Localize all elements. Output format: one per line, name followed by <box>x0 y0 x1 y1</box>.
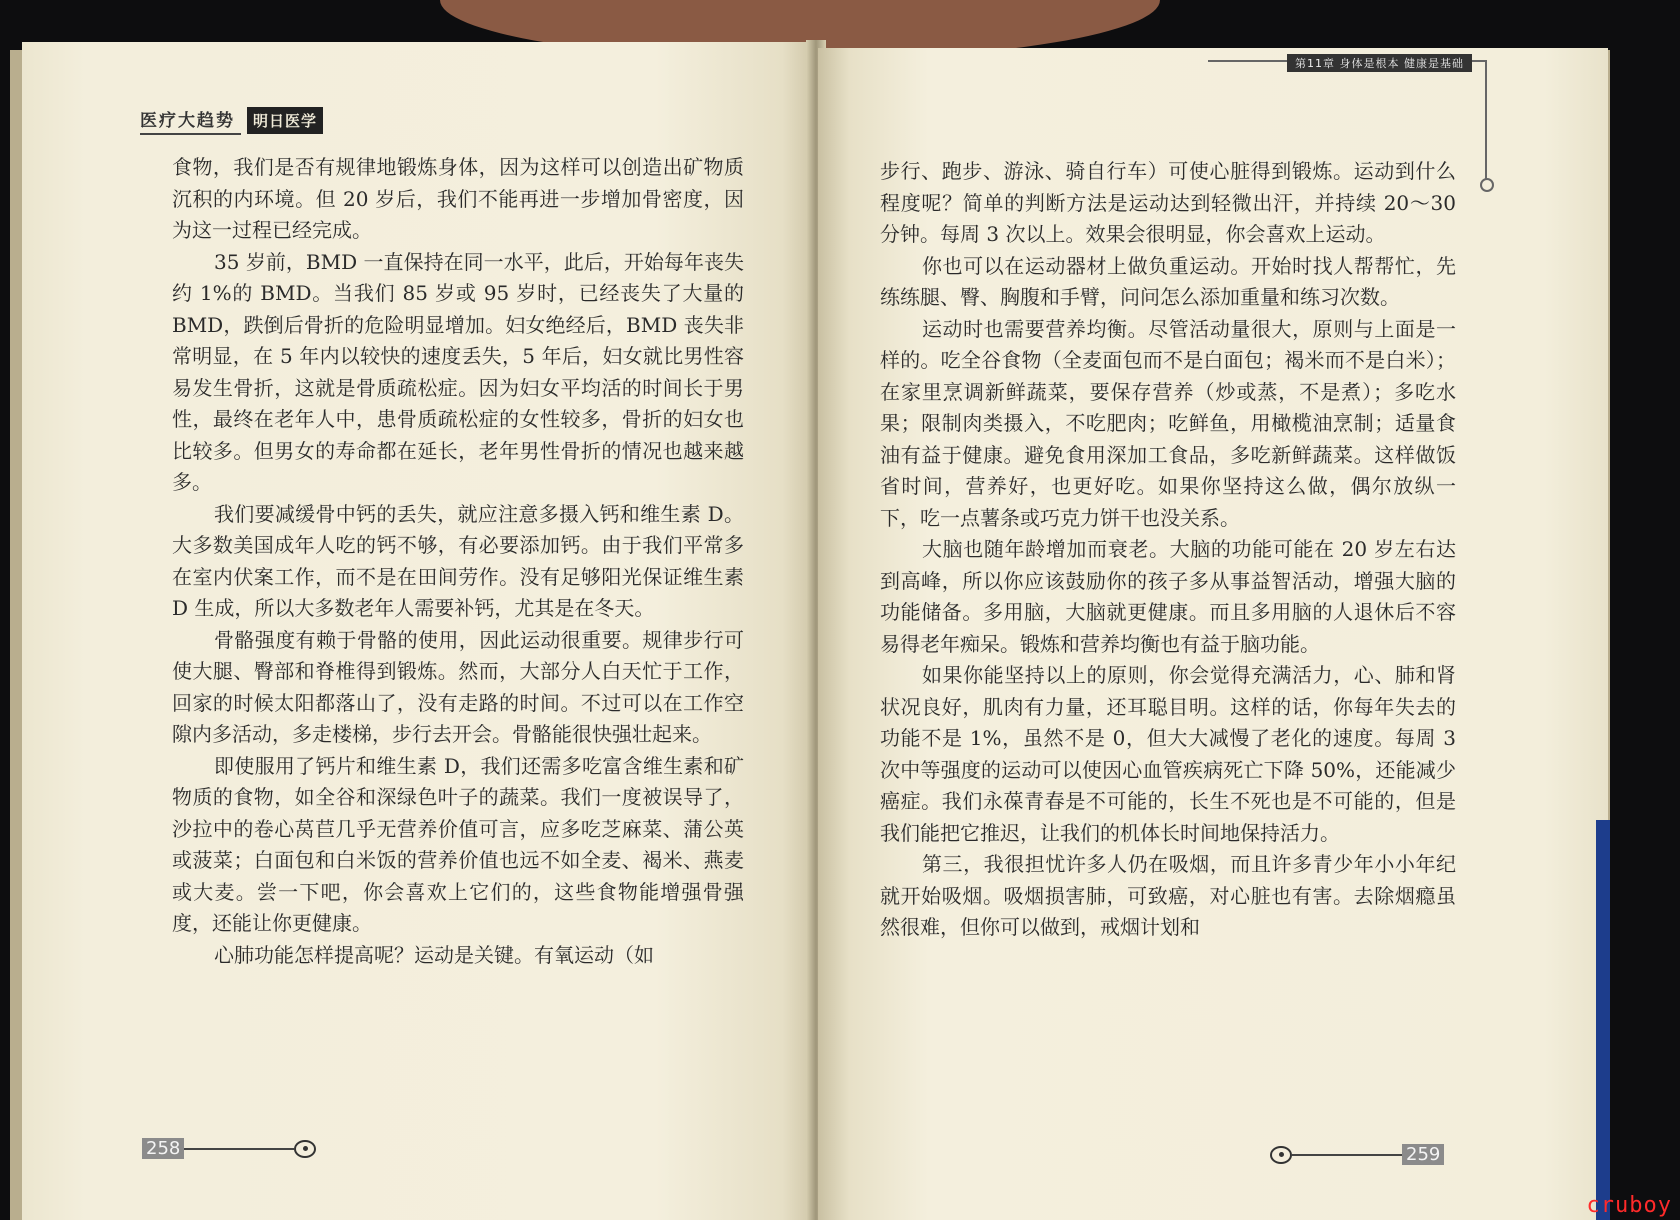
series-badge: 明日医学 <box>247 107 323 134</box>
book-title: 医疗大趋势 <box>140 106 241 135</box>
paragraph: 骨骼强度有赖于骨骼的使用，因此运动很重要。规律步行可使大腿、臀部和脊椎得到锻炼。然而，大部分人白天忙于工作，回家的时候太阳都落山了，没有走路的时间。不过可以在工作空隙内多活动，多走楼梯，步行去开会。骨骼能很快强壮起来。 <box>172 627 744 746</box>
watermark: cruboy <box>1586 1193 1672 1218</box>
paragraph: 第三，我很担忧许多人仍在吸烟，而且许多青少年小小年纪就开始吸烟。吸烟损害肺，可致癌，对心脏也有害。去除烟瘾虽然很难，但你可以做到，戒烟计划和 <box>880 852 1456 939</box>
page-number: 258 <box>142 1138 184 1159</box>
footer-rule <box>184 1148 294 1150</box>
paragraph: 我们要减缓骨中钙的丢失，就应注意多摄入钙和维生素 D。大多数美国成年人吃的钙不够，有必要添加钙。由于我们平常多在室内伏案工作，而不是在田间劳作。没有足够阳光保证维生素 D 生成，所以大多数老年人需要补钙，尤其是在冬天。 <box>172 501 744 620</box>
paragraph: 即使服用了钙片和维生素 D，我们还需多吃富含维生素和矿物质的食物，如全谷和深绿色叶子的蔬菜。我们一度被误导了，沙拉中的卷心莴苣几乎无营养价值可言，应多吃芝麻菜、蒲公英或菠菜；白面包和白米饭的营养价值也远不如全麦、褐米、燕麦或大麦。尝一下吧，你会喜欢上它们的，这些食物能增强骨强度，还能让你更健康。 <box>172 753 744 935</box>
right-page-footer <box>1270 1144 1444 1165</box>
footer-ornament-icon <box>294 1140 316 1158</box>
footer-rule <box>1292 1154 1402 1156</box>
header-side-rule <box>1485 60 1487 180</box>
paragraph: 如果你能坚持以上的原则，你会觉得充满活力，心、肺和肾状况良好，肌肉有力量，还耳聪目明。这样的话，你每年失去的功能不是 1%，虽然不是 0，但大大减慢了老化的速度。每周 3 次中等强度的运动可以使因心血管疾病死亡下降 50%，还能减少癌症。我们永葆青春是不可能的，长生不死也是不可能的，但是我们能把它推迟，让我们的机体长时间地保持活力。 <box>880 663 1456 845</box>
paragraph: 步行、跑步、游泳、骑自行车）可使心脏得到锻炼。运动到什么程度呢？简单的判断方法是运动达到轻微出汗，并持续 20～30 分钟。每周 3 次以上。效果会很明显，你会喜欢上运动。 <box>880 159 1456 246</box>
paragraph: 运动时也需要营养均衡。尽管活动量很大，原则与上面是一样的。吃全谷食物（全麦面包而不是白面包；褐米而不是白米）；在家里烹调新鲜蔬菜，要保存营养（炒或蒸，不是煮）；多吃水果；限制肉类摄入，不吃肥肉；吃鲜鱼，用橄榄油烹制；适量食油有益于健康。避免食用深加工食品，多吃新鲜蔬菜。这样做饭省时间，营养好，也更好吃。如果你坚持这么做，偶尔放纵一下，吃一点薯条或巧克力饼干也没关系。 <box>880 316 1456 530</box>
left-page-footer <box>142 1138 316 1159</box>
running-header-right: 第11章 身体是根本 健康是基础 <box>1287 54 1472 72</box>
footer-ornament-icon <box>1270 1146 1292 1164</box>
paragraph: 食物，我们是否有规律地锻炼身体，因为这样可以创造出矿物质沉积的内环境。但 20 岁后，我们不能再进一步增加骨密度，因为这一过程已经完成。 <box>172 155 744 242</box>
left-page-body <box>172 152 744 971</box>
paragraph: 35 岁前，BMD 一直保持在同一水平，此后，开始每年丧失约 1%的 BMD。当我们 85 岁或 95 岁时，已经丧失了大量的 BMD，跌倒后骨折的危险明显增加。妇女绝经后，BMD 丧失非常明显，在 5 年内以较快的速度丢失，5 年后，妇女就比男性容易发生骨折，这就是骨质疏松症。因为妇女平均活的时间长于男性，最终在老年人中，患骨质疏松症的女性较多，骨折的妇女也比较多。但男女的寿命都在延长，老年男性骨折的情况也越来越多。 <box>172 249 744 494</box>
paragraph: 大脑也随年龄增加而衰老。大脑的功能可能在 20 岁左右达到高峰，所以你应该鼓励你的孩子多从事益智活动，增强大脑的功能储备。多用脑，大脑就更健康。而且多用脑的人退休后不容易得老年痴呆。锻炼和营养均衡也有益于脑功能。 <box>880 537 1456 656</box>
right-page-body <box>880 156 1456 944</box>
page-number: 259 <box>1402 1144 1444 1165</box>
paragraph: 心肺功能怎样提高呢？运动是关键。有氧运动（如 <box>214 942 654 967</box>
paragraph: 你也可以在运动器材上做负重运动。开始时找人帮帮忙，先练练腿、臀、胸腹和手臂，问问怎么添加重量和练习次数。 <box>880 253 1456 309</box>
cover-edge <box>1596 820 1610 1220</box>
header-ornament-icon <box>1480 178 1494 192</box>
left-page <box>22 42 814 1220</box>
running-header-left <box>140 106 323 135</box>
right-page <box>818 48 1608 1220</box>
